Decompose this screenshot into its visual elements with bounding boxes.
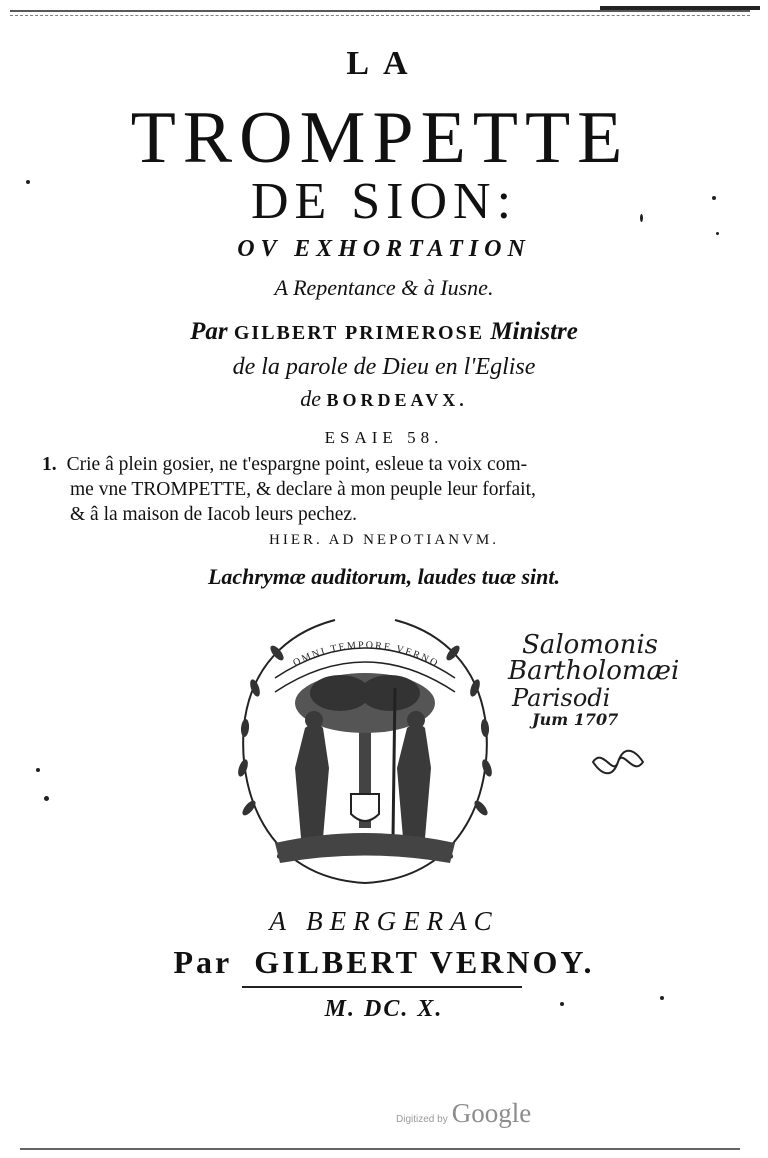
inscription-date: Jum 1707 <box>532 710 619 729</box>
title-trompette: TROMPETTE <box>130 97 630 179</box>
author-line <box>0 318 768 346</box>
author-city-line <box>0 386 768 412</box>
imprint-rule <box>242 986 522 988</box>
inscription-flourish-icon <box>588 742 648 782</box>
verse-line <box>42 452 652 477</box>
scan-speck <box>712 196 716 200</box>
imprint-printer-line <box>0 944 768 981</box>
imprint-date: M. DC. X. <box>324 996 444 1022</box>
inscription-line: Salomonis <box>522 630 658 660</box>
inscription-line: Parisodi <box>512 684 611 712</box>
scan-speck <box>44 796 49 801</box>
inscription-line: Bartholomæi <box>508 656 680 686</box>
scan-speck <box>560 1002 564 1006</box>
title-subtitle: A Repentance & à Iusne. <box>274 275 494 300</box>
digitized-watermark <box>396 1098 531 1129</box>
scripture-verse <box>42 452 652 527</box>
watermark-google-logo: Google <box>451 1098 532 1128</box>
author-city: BORDEAVX. <box>326 390 468 410</box>
scan-speck <box>640 214 643 222</box>
imprint-printer: GILBERT VERNOY. <box>254 944 595 980</box>
page-top-edge-mark <box>600 6 760 10</box>
page-top-edge <box>10 10 750 16</box>
title-la: LA <box>346 45 422 82</box>
author-par: Par <box>190 318 228 345</box>
imprint-place: A BERGERAC <box>269 906 499 936</box>
imprint-par: Par <box>173 944 233 980</box>
ownership-inscription <box>508 630 708 729</box>
printers-device-woodcut <box>225 608 505 893</box>
title-ou-exhortation: OV EXHORTATION <box>237 236 531 262</box>
watermark-digitized-by: Digitized by <box>396 1114 448 1125</box>
author-role: Ministre <box>490 318 578 345</box>
latin-attribution: HIER. AD NEPOTIANVM. <box>269 532 499 548</box>
author-church: de la parole de Dieu en l'Eglise <box>232 354 536 380</box>
scan-speck <box>660 996 664 1000</box>
verse-line: me vne TROMPETTE, & declare à mon peuple leur forfait, <box>70 479 536 500</box>
author-name: GILBERT PRIMEROSE <box>233 322 485 344</box>
scan-speck <box>36 768 40 772</box>
verse-number: 1. <box>42 454 57 475</box>
scripture-reference: ESAIE 58. <box>324 428 444 447</box>
verse-text: Crie â plein gosier, ne t'espargne point, esleue ta voix com- <box>66 454 528 475</box>
device-motto: OMNI TEMPORE VERNO <box>291 639 441 670</box>
author-de: de <box>300 386 322 411</box>
page-bottom-edge <box>20 1148 740 1152</box>
scan-speck <box>26 180 30 184</box>
scan-speck <box>716 232 719 235</box>
title-de-sion: DE SION: <box>250 173 518 230</box>
verse-line: & â la maison de Iacob leurs pechez. <box>70 504 357 525</box>
latin-quote: Lachrymæ auditorum, laudes tuæ sint. <box>207 564 561 589</box>
